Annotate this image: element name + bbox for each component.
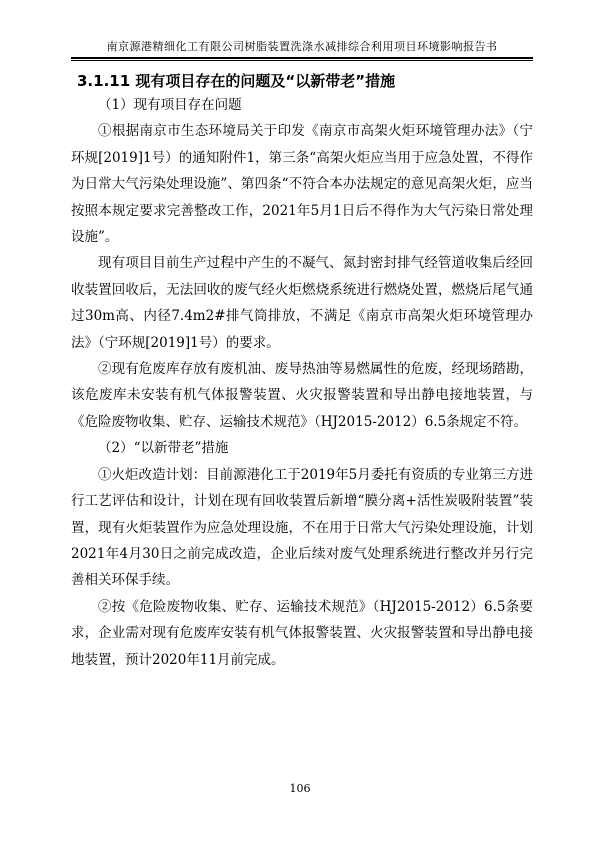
document-body xyxy=(71,70,533,673)
paragraph-waste-storage-upgrade: ②按《危险废物收集、贮存、运输技术规范》（HJ2015-2012）6.5条要求，企业需对现有危废库安装有机气体报警装置、火灾报警装置和导出静电接地装置，预计2020年11月前完成。 xyxy=(71,598,533,668)
paragraph-flare-regulation: ①根据南京市生态环境局关于印发《南京市高架火炬环境管理办法》（宁环规[2019]1号）的通知附件1，第三条“高架火炬应当用于应急处置，不得作为日常大气污染处理设施”、第四条“不符合本办法规定的意见高架火炬，应当按照本规定要求完善整改工作，2021年5月1日后不得作为大气污染日常处理设施”。 xyxy=(71,123,533,246)
page-number: 106 xyxy=(289,782,311,795)
subsection-title-existing-problems: （1）现有项目存在问题 xyxy=(98,97,242,113)
header-rule xyxy=(71,57,533,59)
paragraph-flare-retrofit-plan: ①火炬改造计划：目前源港化工于2019年5月委托有资质的专业第三方进行工艺评估和设计，计划在现有回收装置后新增“膜分离+活性炭吸附装置”装置，现有火炬装置作为应急处理设施，不在用于日常大气污染处理设施，计划2021年4月30日之前完成改造，企业后续对废气处理系统进行整改并另行完善相关环保手续。 xyxy=(71,466,533,589)
section-heading: 3.1.11 现有项目存在的问题及“以新带老”措施 xyxy=(77,72,396,90)
page-header: 南京源港精细化工有限公司树脂装置洗涤水减排综合利用项目环境影响报告书 xyxy=(106,40,498,53)
subsection-title-measures: （2）“以新带老”措施 xyxy=(98,440,229,457)
paragraph-current-exhaust: 现有项目目前生产过程中产生的不凝气、氮封密封排气经管道收集后经回收装置回收后，无法回收的废气经火炬燃烧系统进行燃烧处置，燃烧后尾气通过30m高、内径7.4m2#排气筒排放，不满足《南京市高架火炬环境管理办法》（宁环规[2019]1号）的要求。 xyxy=(71,255,533,351)
paragraph-hazardous-waste-storage: ②现有危废库存放有废机油、废导热油等易燃属性的危废，经现场踏勘，该危废库未安装有机气体报警装置、火灾报警装置和导出静电接地装置，与《危险废物收集、贮存、运输技术规范》（HJ2015-2012）6.5条规定不符。 xyxy=(71,361,533,430)
header-rule-secondary xyxy=(71,60,533,61)
